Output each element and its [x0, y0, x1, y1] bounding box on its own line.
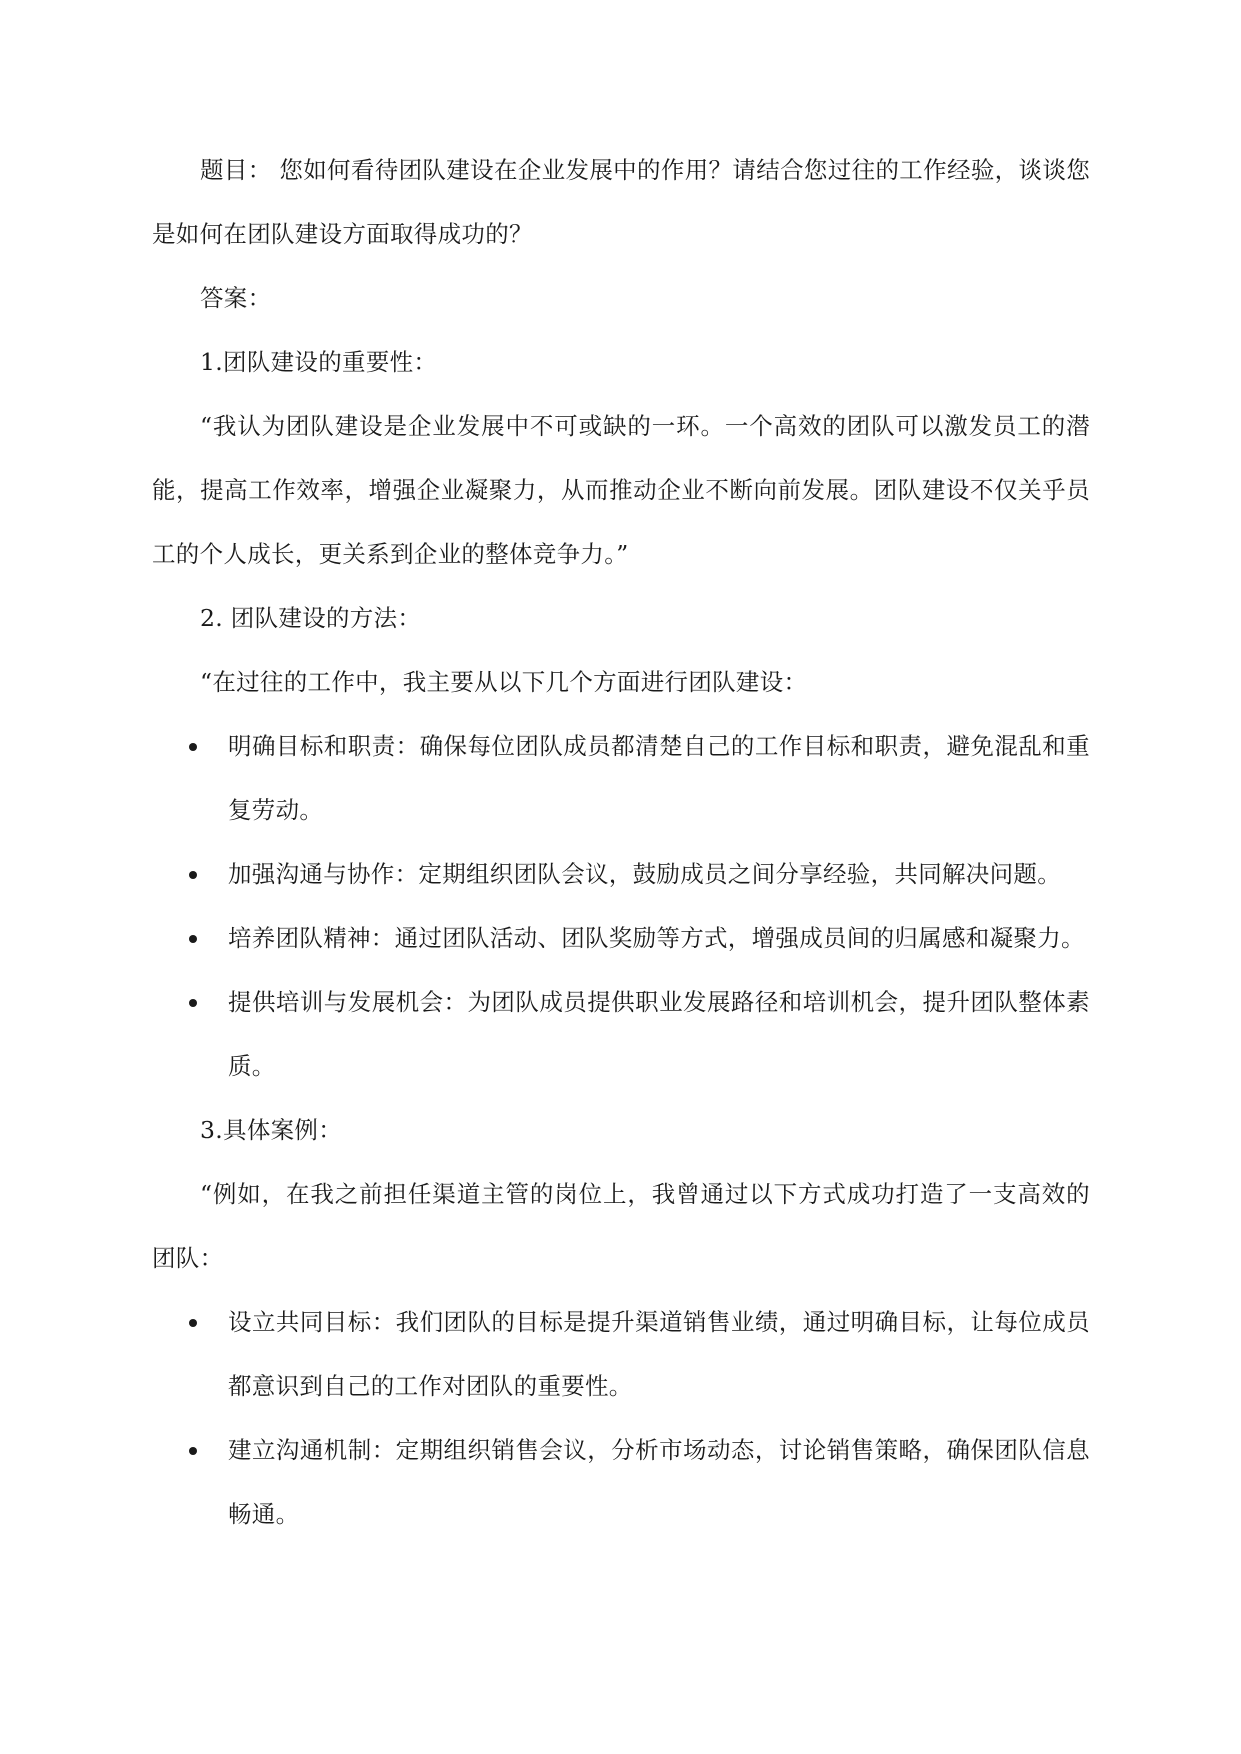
bullet-icon [189, 999, 197, 1007]
bullet-icon [189, 935, 197, 943]
list-item [152, 906, 1090, 970]
section3-case-list [152, 1290, 1090, 1546]
bullet-icon [189, 871, 197, 879]
list-item-text: 加强沟通与协作：定期组织团队会议，鼓励成员之间分享经验，共同解决问题。 [228, 860, 1061, 888]
list-item-text: 建立沟通机制：定期组织销售会议，分析市场动态，讨论销售策略，确保团队信息畅通。 [228, 1436, 1090, 1528]
list-item [152, 970, 1090, 1098]
list-item [152, 1290, 1090, 1418]
list-item-text: 提供培训与发展机会：为团队成员提供职业发展路径和培训机会，提升团队整体素质。 [228, 988, 1090, 1080]
answer-label: 答案： [200, 284, 272, 312]
list-item-text: 明确目标和职责：确保每位团队成员都清楚自己的工作目标和职责，避免混乱和重复劳动。 [228, 732, 1090, 824]
list-item-text: 设立共同目标：我们团队的目标是提升渠道销售业绩，通过明确目标，让每位成员都意识到自己的工作对团队的重要性。 [228, 1308, 1090, 1400]
bullet-icon [189, 1447, 197, 1455]
section3-intro: “例如，在我之前担任渠道主管的岗位上，我曾通过以下方式成功打造了一支高效的团队： [152, 1180, 1090, 1272]
list-item-text: 培养团队精神：通过团队活动、团队奖励等方式，增强成员间的归属感和凝聚力。 [228, 924, 1085, 952]
bullet-icon [189, 1319, 197, 1327]
list-item [152, 842, 1090, 906]
section3-heading: 3.具体案例： [200, 1116, 343, 1144]
section2-intro: “在过往的工作中，我主要从以下几个方面进行团队建设： [200, 668, 808, 696]
list-item [152, 1418, 1090, 1546]
document-body [152, 138, 1090, 1546]
section2-method-list [152, 714, 1090, 1098]
bullet-icon [189, 743, 197, 751]
section2-heading: 2. 团队建设的方法： [200, 604, 422, 632]
question-paragraph: 题目： 您如何看待团队建设在企业发展中的作用？请结合您过往的工作经验，谈谈您是如何在团队建设方面取得成功的？ [152, 156, 1090, 248]
section1-heading: 1.团队建设的重要性： [200, 348, 438, 376]
list-item [152, 714, 1090, 842]
section1-quote: “我认为团队建设是企业发展中不可或缺的一环。一个高效的团队可以激发员工的潜能，提高工作效率，增强企业凝聚力，从而推动企业不断向前发展。团队建设不仅关乎员工的个人成长，更关系到企业的整体竞争力。” [152, 412, 1090, 568]
